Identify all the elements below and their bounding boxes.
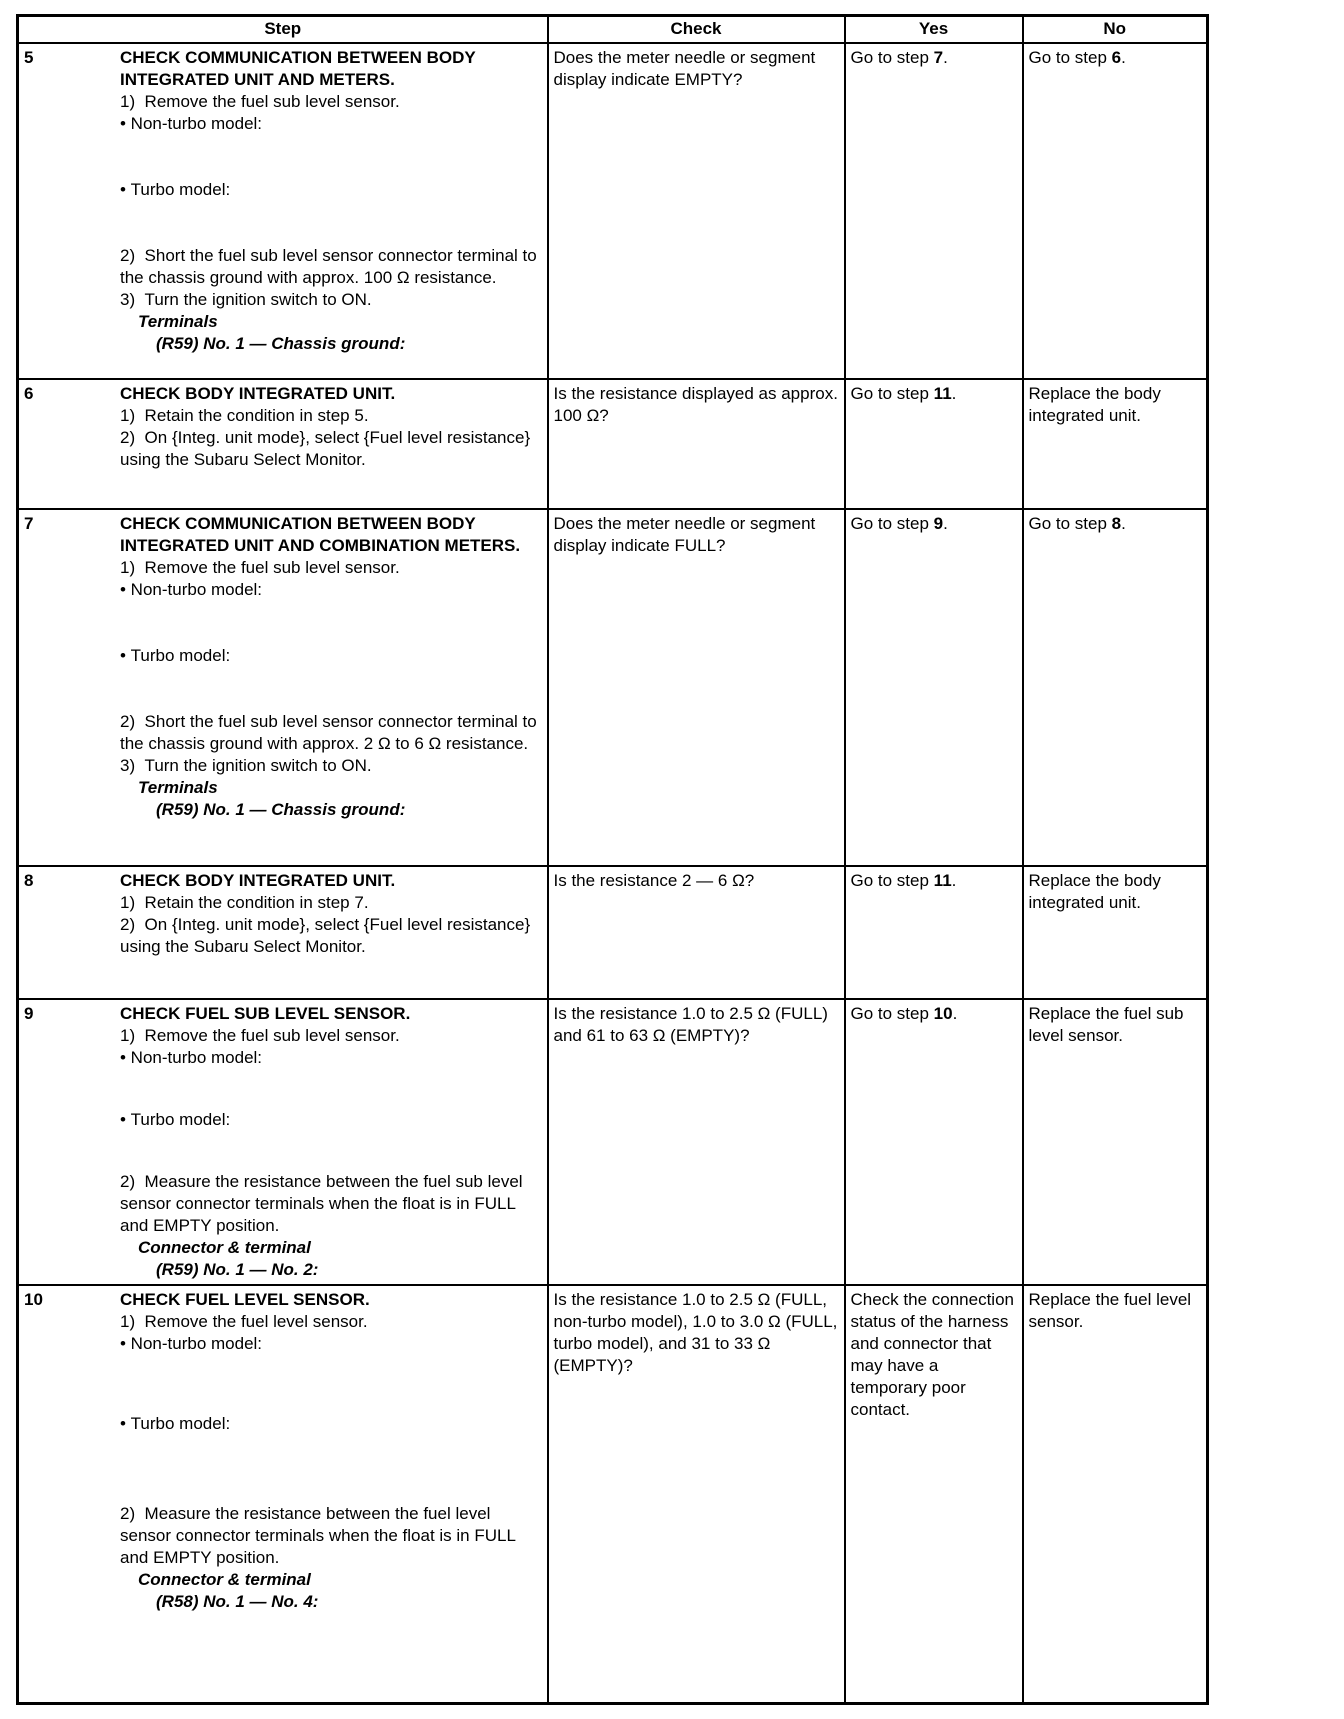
step-number: 9 [24,1003,34,1023]
column-header-no: No [1023,16,1208,43]
text-line: 1) Remove the fuel level sensor. [120,1311,368,1331]
table-row [18,866,1208,999]
text-line: Go to step 7. [850,47,948,67]
text-line: (R59) No. 1 — Chassis ground: [156,799,406,819]
column-header-check: Check [548,16,845,43]
step-inner [24,47,542,355]
step-inner [24,1003,542,1281]
text-line: Replace the body integrated unit. [1028,383,1161,425]
step-inner [24,513,542,821]
no-cell [1023,866,1208,999]
text-line: • Non-turbo model: [120,113,263,133]
no-cell [1023,379,1208,509]
column-header-step: Step [18,16,548,43]
check-cell [548,866,845,999]
check-cell [548,43,845,379]
step-instructions [120,1289,542,1613]
text-line: 1) Remove the fuel sub level sensor. [120,91,400,111]
check-cell [548,509,845,866]
text-line: CHECK BODY INTEGRATED UNIT. [120,383,396,403]
step-number: 7 [24,513,34,533]
text-line: 1) Retain the condition in step 7. [120,892,369,912]
text-line: Does the meter needle or segment display indicate EMPTY? [553,47,816,89]
yes-cell [845,43,1023,379]
text-line: (R59) No. 1 — No. 2: [156,1259,319,1279]
yes-cell [845,866,1023,999]
text-line: 1) Remove the fuel sub level sensor. [120,557,400,577]
text-line: CHECK FUEL LEVEL SENSOR. [120,1289,370,1309]
figure-placeholder [120,135,542,179]
text-line: Replace the body integrated unit. [1028,870,1161,912]
text-line: (R59) No. 1 — Chassis ground: [156,333,406,353]
figure-placeholder [120,601,542,645]
step-inner [24,383,542,471]
step-number: 10 [24,1289,43,1309]
figure-placeholder [120,1069,542,1109]
text-line: Connector & terminal [138,1237,311,1257]
step-cell [18,866,548,999]
step-instructions [120,47,542,355]
no-cell [1023,1285,1208,1704]
no-cell [1023,999,1208,1285]
step-number: 6 [24,383,34,403]
text-line: 3) Turn the ignition switch to ON. [120,755,372,775]
text-line: Go to step 11. [850,870,957,890]
text-line: • Non-turbo model: [120,1047,263,1067]
table-row [18,43,1208,379]
steps-table-body [18,43,1208,1704]
step-number: 8 [24,870,34,890]
text-line: 2) Short the fuel sub level sensor connector terminal to the chassis ground with approx. 2 Ω to 6 Ω resistance. [120,711,537,753]
text-line: • Turbo model: [120,645,231,665]
yes-cell [845,379,1023,509]
table-row [18,999,1208,1285]
step-instructions [120,383,542,471]
text-line: Go to step 6. [1028,47,1126,67]
text-line: Terminals [138,311,218,331]
step-cell [18,1285,548,1704]
figure-placeholder [120,667,542,711]
text-line: • Turbo model: [120,179,231,199]
check-cell [548,379,845,509]
figure-placeholder [120,1435,542,1503]
table-row [18,379,1208,509]
text-line: 3) Turn the ignition switch to ON. [120,289,372,309]
step-inner [24,870,542,958]
text-line: Go to step 8. [1028,513,1126,533]
text-line: • Turbo model: [120,1413,231,1433]
header-row [18,16,1208,43]
text-line: Is the resistance displayed as approx. 100 Ω? [553,383,838,425]
figure-placeholder [120,1131,542,1171]
text-line: Go to step 11. [850,383,957,403]
step-instructions [120,513,542,821]
check-cell [548,1285,845,1704]
yes-cell [845,1285,1023,1704]
table-row [18,1285,1208,1704]
text-line: Replace the fuel level sensor. [1028,1289,1192,1331]
text-line: CHECK COMMUNICATION BETWEEN BODY INTEGRATED UNIT AND COMBINATION METERS. [120,513,521,555]
text-line: • Turbo model: [120,1109,231,1129]
text-line: 1) Remove the fuel sub level sensor. [120,1025,400,1045]
no-cell [1023,43,1208,379]
step-number: 5 [24,47,34,67]
text-line: Go to step 10. [850,1003,958,1023]
column-header-yes: Yes [845,16,1023,43]
text-line: 1) Retain the condition in step 5. [120,405,369,425]
text-line: 2) On {Integ. unit mode}, select {Fuel level resistance} using the Subaru Select Monitor. [120,427,531,469]
text-line: Is the resistance 1.0 to 2.5 Ω (FULL, non-turbo model), 1.0 to 3.0 Ω (FULL, turbo model), and 31 to 33 Ω (EMPTY)? [553,1289,838,1375]
text-line: 2) Measure the resistance between the fuel sub level sensor connector terminals when the float is in FULL and EMPTY position. [120,1171,523,1235]
text-line: Replace the fuel sub level sensor. [1028,1003,1184,1045]
yes-cell [845,509,1023,866]
text-line: CHECK BODY INTEGRATED UNIT. [120,870,396,890]
text-line: • Non-turbo model: [120,579,263,599]
figure-placeholder [120,201,542,245]
table-row [18,509,1208,866]
diagnostic-steps-table [16,14,1209,1705]
text-line: Does the meter needle or segment display indicate FULL? [553,513,816,555]
text-line: Connector & terminal [138,1569,311,1589]
step-cell [18,43,548,379]
text-line: • Non-turbo model: [120,1333,263,1353]
text-line: CHECK COMMUNICATION BETWEEN BODY INTEGRATED UNIT AND METERS. [120,47,476,89]
check-cell [548,999,845,1285]
yes-cell [845,999,1023,1285]
text-line: Is the resistance 1.0 to 2.5 Ω (FULL) and 61 to 63 Ω (EMPTY)? [553,1003,828,1045]
step-inner [24,1289,542,1613]
text-line: Check the connection status of the harness and connector that may have a temporary poor contact. [850,1289,1014,1419]
no-cell [1023,509,1208,866]
step-cell [18,509,548,866]
text-line: Go to step 9. [850,513,948,533]
step-cell [18,999,548,1285]
text-line: 2) Short the fuel sub level sensor connector terminal to the chassis ground with approx. 100 Ω resistance. [120,245,537,287]
text-line: 2) On {Integ. unit mode}, select {Fuel level resistance} using the Subaru Select Monitor. [120,914,531,956]
step-instructions [120,870,542,958]
step-cell [18,379,548,509]
text-line: Is the resistance 2 — 6 Ω? [553,870,755,890]
figure-placeholder [120,1355,542,1413]
step-instructions [120,1003,542,1281]
text-line: Terminals [138,777,218,797]
text-line: (R58) No. 1 — No. 4: [156,1591,319,1611]
text-line: 2) Measure the resistance between the fuel level sensor connector terminals when the float is in FULL and EMPTY position. [120,1503,516,1567]
text-line: CHECK FUEL SUB LEVEL SENSOR. [120,1003,411,1023]
